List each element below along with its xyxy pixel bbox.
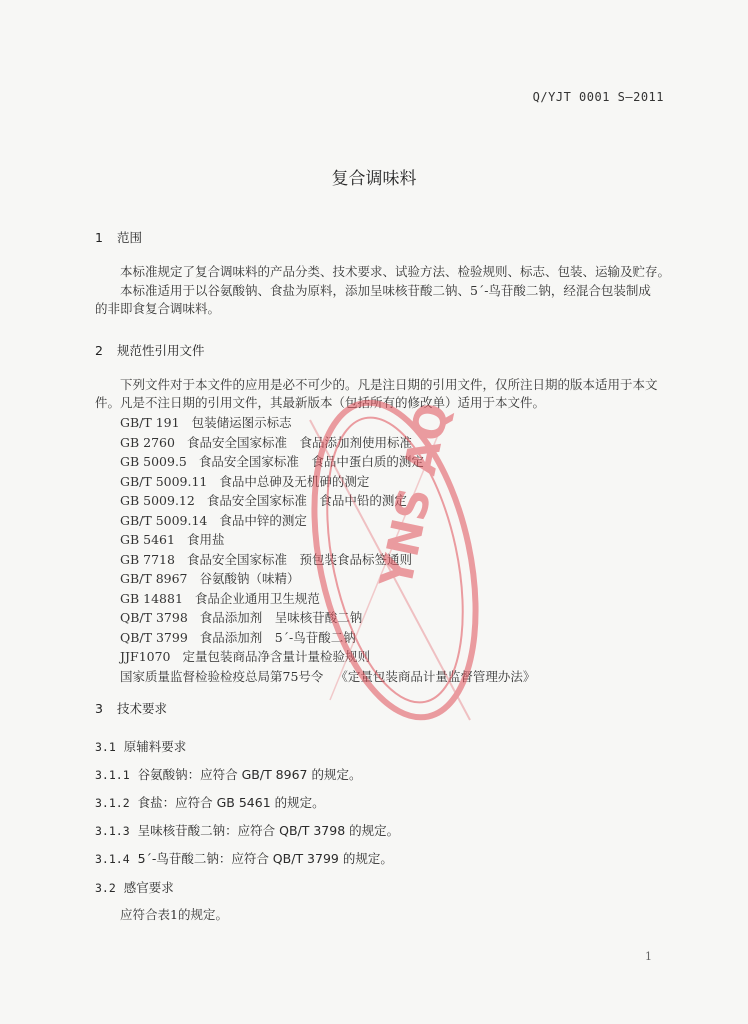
reference-code: 国家质量监督检验检疫总局第75号令 (120, 668, 324, 684)
item-text: 5´-鸟苷酸二钠：应符合 QB/T 3799 的规定。 (137, 851, 393, 866)
page-number: 1 (645, 950, 652, 963)
subsection-title: 原辅料要求 (123, 739, 187, 754)
section-number: 3 (95, 701, 103, 716)
reference-item (120, 472, 535, 492)
reference-code: GB/T 5009.14 (120, 512, 208, 528)
reference-name: 食品企业通用卫生规范 (194, 590, 320, 606)
item-number: 3.1.2 (95, 796, 130, 810)
item-number: 3.1.1 (95, 768, 130, 782)
item-text: 呈味核苷酸二钠：应符合 QB/T 3798 的规定。 (137, 823, 400, 838)
item-text: 食盐：应符合 GB 5461 的规定。 (137, 795, 325, 810)
reference-code: JJF1070 (120, 649, 171, 664)
subsection-3-2-heading (95, 878, 174, 896)
document-title: 复合调味料 (331, 169, 417, 189)
requirement-item (95, 793, 325, 811)
reference-name: 食品添加剂 呈味核苷酸二钠 (199, 610, 363, 625)
reference-item (120, 491, 535, 511)
reference-code: GB 5461 (120, 532, 175, 547)
subsection-number: 3.2 (95, 881, 116, 895)
seal-text: YNS AQ (370, 398, 460, 593)
reference-name: 食品安全国家标准 预包装食品标签通则 (186, 551, 412, 567)
reference-code: QB/T 3798 (120, 610, 188, 625)
reference-code: GB 5009.12 (120, 493, 195, 508)
reference-item (120, 433, 535, 453)
subsection-title: 感官要求 (123, 880, 174, 895)
sensory-requirement-text: 应符合表1的规定。 (120, 907, 228, 922)
section-title: 技术要求 (117, 701, 168, 716)
subsection-3-1-heading (95, 737, 186, 755)
reference-code: GB/T 191 (120, 415, 180, 430)
reference-code: QB/T 3799 (120, 629, 188, 645)
item-text: 谷氨酸钠：应符合 GB/T 8967 的规定。 (137, 767, 362, 782)
reference-name: 食品安全国家标准 食品中蛋白质的测定 (198, 454, 424, 469)
reference-code: GB 5009.5 (120, 454, 187, 469)
scope-paragraph-2-line-1: 本标准适用于以谷氨酸钠、食盐为原料，添加呈味核苷酸二钠、5´-鸟苷酸二钠，经混合包装制成 (120, 283, 651, 298)
reference-name: 食品安全国家标准 食品添加剂使用标准 (186, 434, 412, 450)
reference-name: 《定量包装商品计量监督管理办法》 (335, 668, 536, 684)
section-title: 范围 (117, 230, 143, 245)
reference-name: 食品安全国家标准 食品中铅的测定 (206, 493, 407, 508)
reference-item (120, 550, 535, 570)
reference-code: GB 2760 (120, 434, 175, 450)
requirement-item (95, 821, 399, 839)
requirement-item (95, 765, 361, 783)
reference-item (120, 452, 535, 472)
reference-item (120, 413, 535, 433)
requirement-item (95, 849, 393, 867)
reference-item (120, 628, 535, 648)
reference-code: GB/T 5009.11 (120, 473, 208, 489)
reference-item (120, 589, 535, 609)
reference-name: 定量包装商品净含量计量检验规则 (182, 649, 371, 664)
section-number: 2 (95, 343, 103, 358)
reference-name: 食用盐 (186, 532, 225, 547)
section-title: 规范性引用文件 (117, 343, 205, 358)
item-number: 3.1.4 (95, 852, 130, 866)
reference-code: GB 14881 (120, 590, 183, 606)
reference-code: GB 7718 (120, 551, 175, 567)
reference-item (120, 647, 535, 667)
section-2-heading (95, 341, 205, 359)
section-number: 1 (95, 230, 103, 245)
reference-name: 食品中总砷及无机砷的测定 (219, 473, 370, 489)
reference-list (120, 413, 535, 686)
normative-intro-line-1: 下列文件对于本文件的应用是必不可少的。凡是注日期的引用文件，仅所注日期的版本适用于本文 (120, 377, 658, 392)
reference-item (120, 608, 535, 628)
reference-item (120, 667, 535, 687)
section-1-heading (95, 228, 142, 246)
scope-paragraph-1: 本标准规定了复合调味料的产品分类、技术要求、试验方法、检验规则、标志、包装、运输及贮存。 (120, 264, 671, 279)
item-number: 3.1.3 (95, 824, 130, 838)
reference-name: 包装储运图示标志 (191, 415, 292, 430)
reference-item (120, 511, 535, 531)
reference-name: 谷氨酸钠（味精） (199, 571, 300, 586)
reference-name: 食品中锌的测定 (219, 512, 307, 528)
reference-item (120, 530, 535, 550)
reference-name: 食品添加剂 5´-鸟苷酸二钠 (199, 629, 356, 645)
reference-code: GB/T 8967 (120, 571, 188, 586)
standard-code: Q/YJT 0001 S—2011 (532, 90, 664, 104)
scope-paragraph-2-line-2: 的非即食复合调味料。 (95, 301, 221, 316)
normative-intro-line-2: 件。凡是不注日期的引用文件，其最新版本（包括所有的修改单）适用于本文件。 (95, 395, 546, 410)
reference-item (120, 569, 535, 589)
subsection-number: 3.1 (95, 740, 116, 754)
section-3-heading (95, 699, 167, 717)
